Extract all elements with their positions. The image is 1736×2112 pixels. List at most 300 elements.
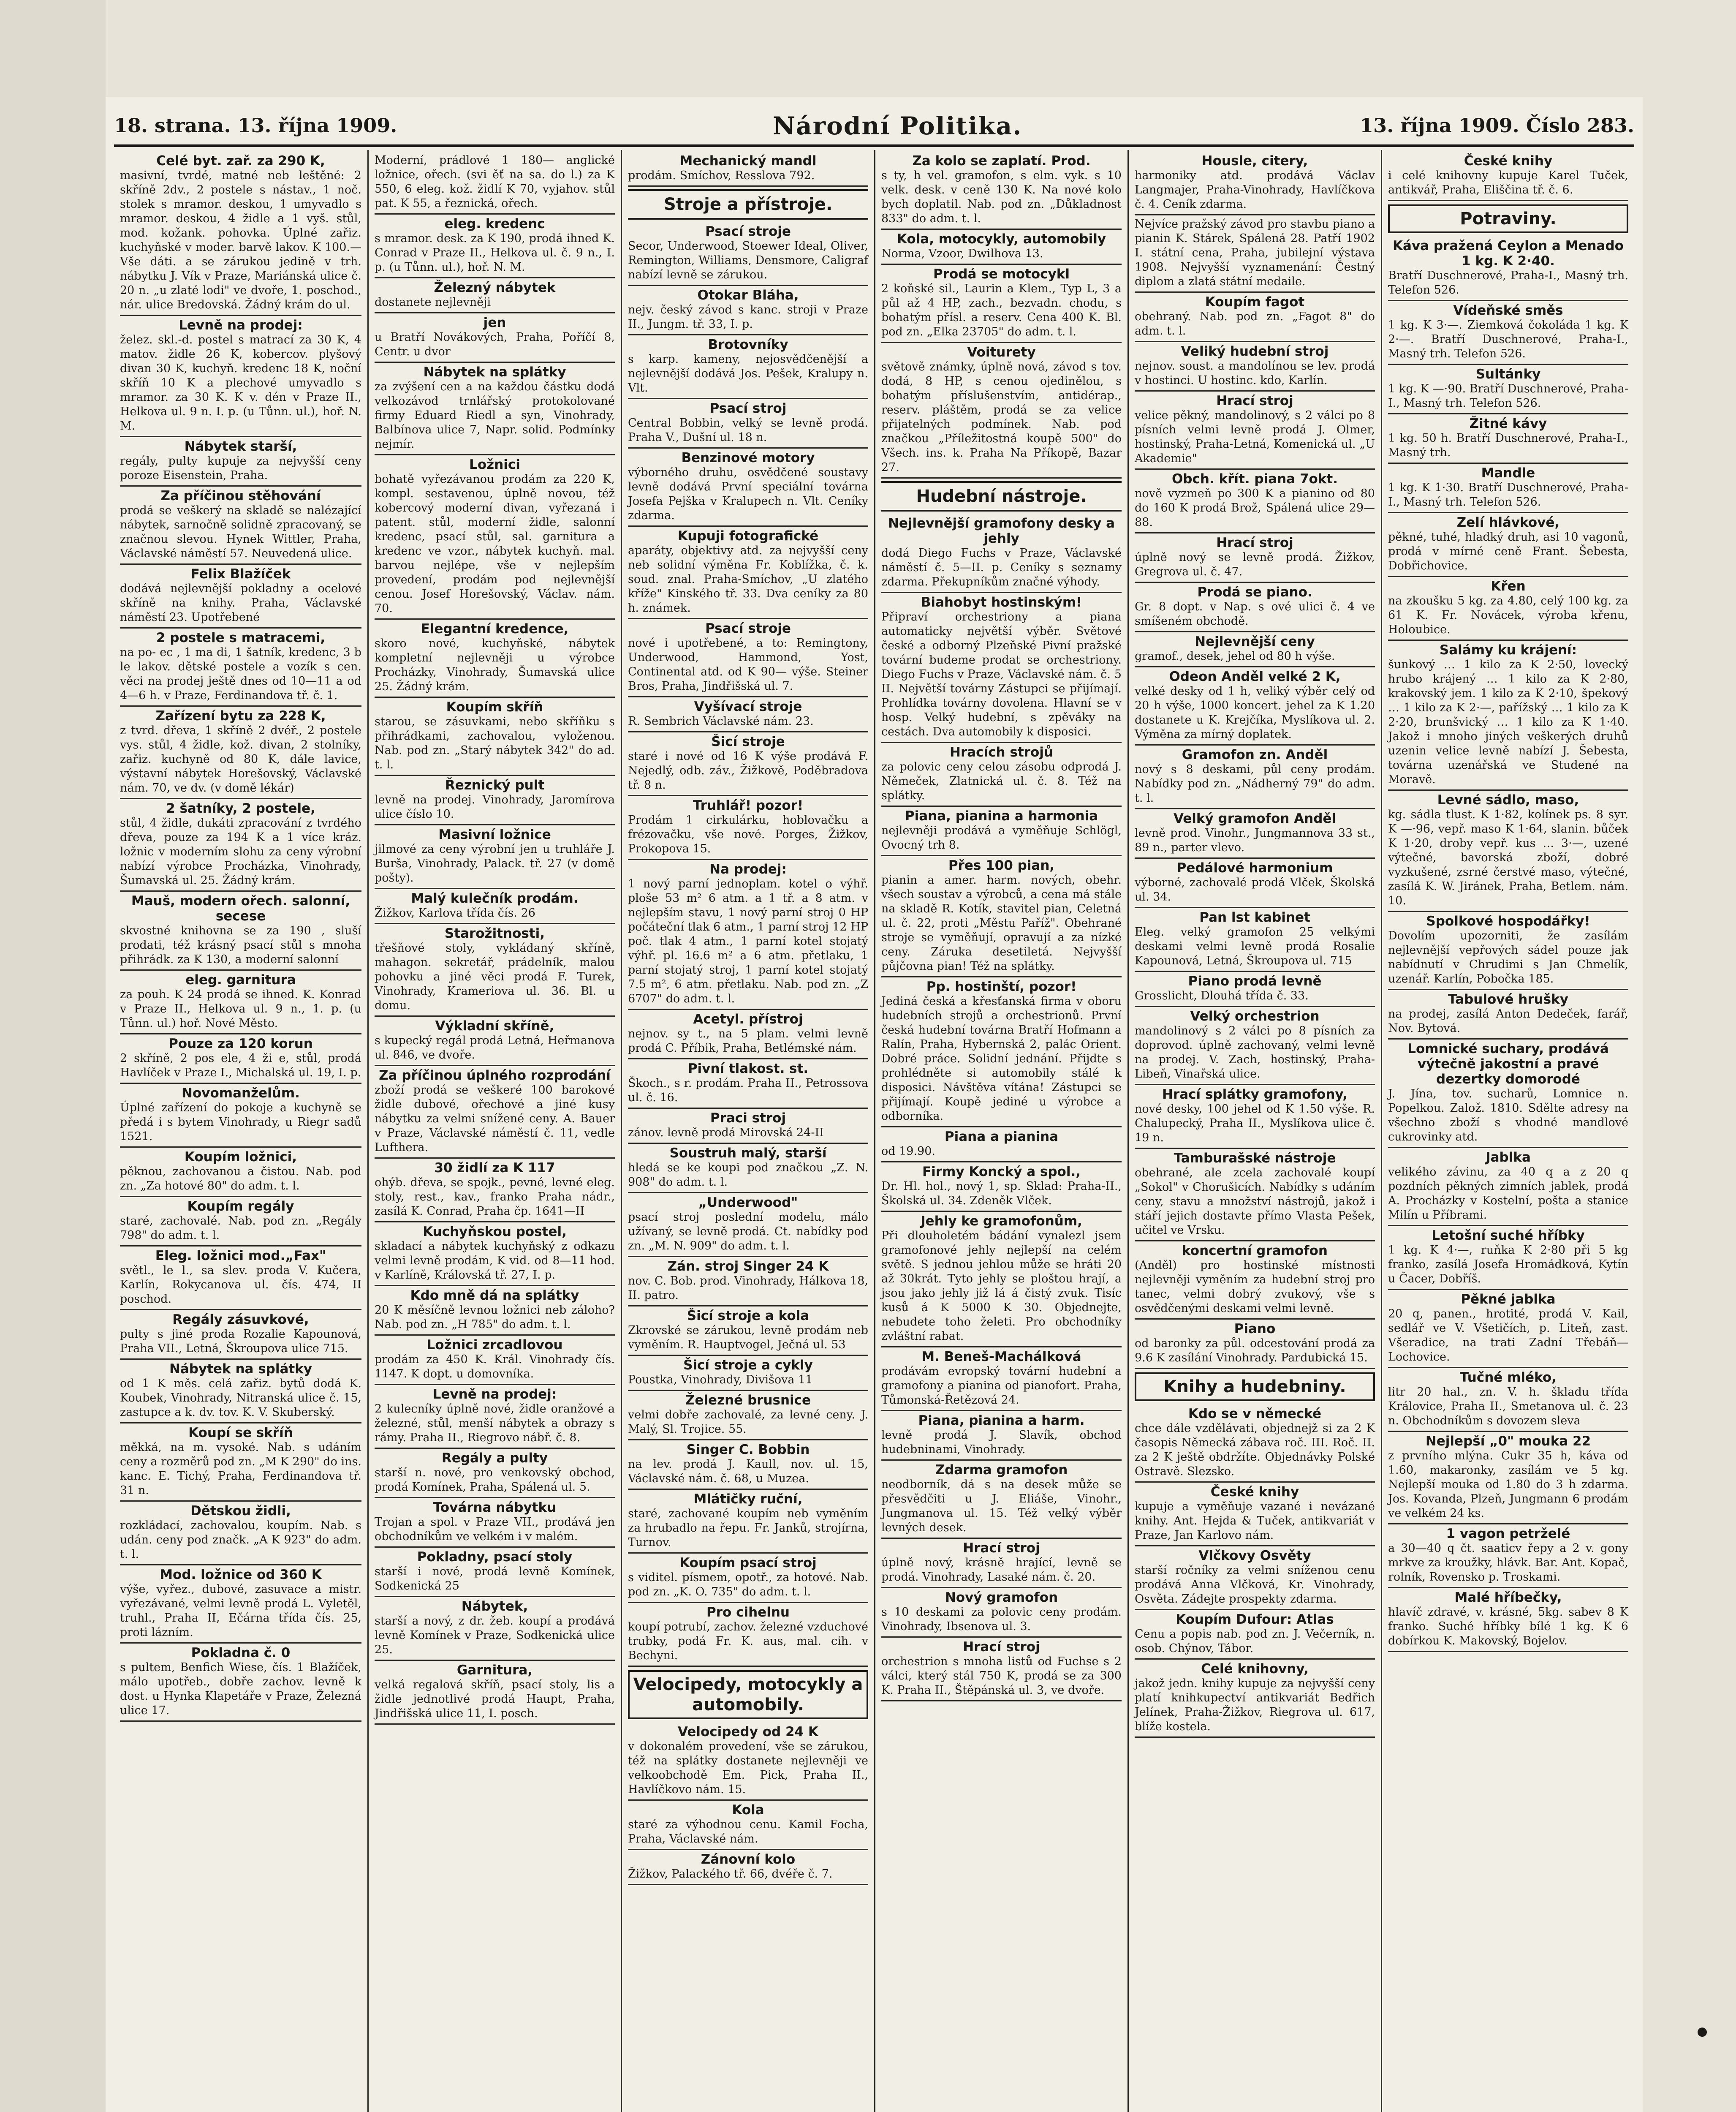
classified-ad [375,1498,615,1548]
ad-text: Eleg. velký gramofon 25 velkými deskami velmi levně prodá Rosalie Kapounová, Letná, Škroupova ul. 715 [1135,925,1375,967]
classified-ad [375,152,615,215]
classified-ad [120,971,361,1034]
ad-headline: Káva pražená Ceylon a Menado 1 kg. K 2·40. [1393,238,1624,269]
ad-text: velmi dobře zachovalé, za levné ceny. J. Malý, Sl. Trojice. 55. [628,1408,868,1436]
ad-headline: Regály zásuvkové, [172,1312,309,1327]
ad-text: 20 K měsíčně levnou ložnici neb záloho? Nab. pod zn. „H 785" do adm. t. l. [375,1304,615,1331]
classified-ad [120,487,361,565]
ad-text: dodá Diego Fuchs v Praze, Václavské náměstí č. 5—II. p. Ceníky s seznamy zdarma. Překupníkům značné výhody. [881,547,1122,588]
classified-ad [1388,1432,1628,1524]
ad-text: bohatě vyřezávanou prodám za 220 K, kompl. sestavenou, úplně novou, též kobercový moderní divan, vyřezaná i patent. stůl, moderní židle, salonní kredenc, psací stůl, sal. garnitura a kredenc ve vzor., nábytek kuchyň. mal. barvou nejlépe, vše v nejlepším provedení, prodám pod nejlevnější cenou. Josef Horešovský, Václav. nám. 70. [375,473,615,615]
ad-text: Připraví orchestriony a piana automaticky největší výběr. Světové české a odborný Plzeňské Pivní pražské tovární budeme prodat se orchestriony. Diego Fuchs v Praze, Václavské nám. č. 5 II. Největší továrny Zástupci se přijímají. Prohlídka továrny dovolena. Hlavní se v hosp. Velký hudební, s zpěváky na cestách. Dva automobily k disposici. [881,610,1122,738]
classified-ad [881,1638,1122,1701]
column-1 [114,150,367,2112]
classified-ad [628,1356,868,1391]
classified-ad [628,619,868,697]
ad-headline: Pokladna č. 0 [191,1645,291,1660]
classified-ad [375,1159,615,1222]
ad-headline: Piana, pianina a harm. [918,1413,1085,1428]
ad-text: třešňové stoly, vykládaný skříně, mahagon. sekretář, prádelník, malou pohovku a jiné věci prodá F. Turek, Vinohrady, Krameriova ul. 36. Bl. u domu. [375,942,615,1012]
section-heading: Potraviny. [1388,204,1628,233]
ad-text: staré i nové od 16 K výše prodává F. Nejedlý, odb. záv., Žižkově, Poděbradova tř. 8 n. [628,750,868,792]
ad-headline: Zán. stroj Singer 24 K [667,1259,829,1274]
ad-headline: Zařízení bytu za 228 K, [155,708,326,724]
ad-text: R. Sembrich Václavské nám. 23. [628,715,814,728]
ad-headline: Nábytek starší, [184,439,297,454]
classified-ad [628,222,868,286]
classified-ad [375,1661,615,1725]
ad-headline: Pro cihelnu [706,1605,790,1620]
ad-headline: Piano prodá levně [1188,974,1322,989]
ad-text: výše, vyřez., dubové, zasuvace a mistr. vyřezávané, velmi levně prodá L. Vyletěl, truhl., Praha II, Ečárna třída čís. 25, proti lázním. [120,1583,361,1639]
ad-text: Trojan a spol. v Praze VII., prodává jen obchodníkům ve velkém i v malém. [375,1516,615,1543]
ad-text: jilmové za ceny výrobní jen u truhláře J. Burša, Vinohrady, Palack. tř. 27 (v domě pošty). [375,843,615,885]
classified-ad [120,1084,361,1148]
classified-ad [1135,152,1375,215]
ad-text: neodborník, dá s na desek může se přesvědčiti u J. Eliáše, Vinohr., Jungmanova ul. 15. Též velký výběr levných desek. [881,1478,1122,1534]
classified-ad [628,1801,868,1850]
ad-text: skvostné knihovna se za 190 , sluší prodati, též krásný psací stůl s mnoha přihrádk. za K 130, a moderní salonní [120,924,361,966]
ad-text: zánov. levně prodá Mirovská 24-II [628,1126,824,1139]
classified-ad [375,620,615,698]
ad-text: nejnov. sy t., na 5 plam. velmi levně prodá C. Příbik, Praha, Betlémské nám. [628,1027,868,1055]
classified-ad [881,1347,1122,1411]
ad-headline: Levně na prodej: [179,318,303,333]
classified-ad [375,1385,615,1449]
classified-ad [881,1127,1122,1162]
ad-headline: Kdo mně dá na splátky [410,1288,579,1303]
classified-ad [1135,1320,1375,1369]
ad-text: Dr. Hl. hol., nový 1, sp. Sklad: Praha-II., Školská ul. 34. Zdeněk Vlček. [881,1180,1122,1207]
classified-ad [1135,746,1375,809]
ad-headline: Pedálové harmonium [1176,860,1333,876]
ad-headline: Firmy Koncký a spol., [922,1164,1081,1179]
ad-text: 2 kulecníky úplně nové, židle oranžové a železné, stůl, menší nábytek a obrazy s rámy. Praha II., Riegrovo nábř. č. 8. [375,1402,615,1444]
ad-text: gramof., desek, jehel od 80 h výše. [1135,650,1335,663]
ad-text: nejv. český závod s kanc. stroji v Praze II., Jungm. tř. 33, I. p. [628,303,868,331]
ad-text: staré za výhodnou cenu. Kamil Focha, Praha, Václavské nám. [628,1818,868,1845]
ad-headline: Velký orchestrion [1190,1009,1320,1024]
ad-headline: Za příčinou úplného rozprodání [379,1068,611,1083]
ad-text: hledá se ke koupi pod značkou „Z. N. 908" do adm. t. l. [628,1161,868,1189]
classified-ad [375,1449,615,1498]
classified-ad [375,1597,615,1661]
ad-text: starší i nové, prodá levně Komínek, Sodkenická 25 [375,1565,615,1592]
ad-text: Bratří Duschnerové, Praha-I., Masný trh. Telefon 526. [1388,269,1628,297]
ad-headline: Elegantní kredence, [421,621,569,637]
ad-headline: Hrací splátky gramofony, [1162,1087,1348,1102]
ad-text: s pultem, Benfich Wiese, čís. 1 Blažíček, málo upotřeb., dobře zachov. levně k dost. u Hynka Klapetáře v Praze, Železná ulice 17. [120,1661,361,1717]
classified-ad [881,1162,1122,1212]
ad-text: masivní, tvrdé, matné neb leštěné: 2 skříně 2dv., 2 postele s nástav., 1 noč. stolek s mramor. deskou, 1 umyvadlo s mramor. deskou, 4 židle a 1 vyš. stůl, mod. kožank. pohovka. Úplné zařiz. kuchyňské v moder. barvě lakov. K 100.— Vše dáti. a se zárukou jedině v trh. nábytku J. Vík v Praze, Mariánská ulice č. 20 n. „u zlaté lodi" ve dvoře, 1. poschod., nár. ulice Bredovská. Žádný krám do ul. [120,169,361,311]
column-3 [621,150,874,2112]
ad-headline: Výkladní skříně, [435,1018,554,1034]
classified-ad [1388,1368,1628,1432]
ad-text: Poustka, Vinohrady, Divišova 11 [628,1373,813,1386]
classified-ad [120,1502,361,1565]
ad-text: pianin a amer. harm. nových, obehr. všech soustav a výrobců, a cena má stále na skladě R. Kotík, stavitel pian, Celetná ul. č. 22, proti „Městu Paříž". Obehrané stroje se vyměňují, opravují a za nízké ceny. Záruka desetiletá. Nejvyšší půjčovna pian! Též na splátky. [881,874,1122,973]
ad-text: starou, se zásuvkami, nebo skříňku s přihrádkami, zachovalou, vyloženou. Nab. pod zn. „Starý nábytek 342" do ad. t. l. [375,715,615,771]
section-heading: Velocipedy, motocykly a automobily. [628,1670,868,1719]
ad-text: u Bratří Novákových, Praha, Poříčí 8, Centr. u dvor [375,331,615,358]
ad-text: Norma, Vzoor, Dwilhova 13. [881,247,1043,260]
ad-text: levně prod. Vinohr., Jungmannova 33 st., 89 n., parter vlevo. [1135,827,1375,854]
page-binding-margin [0,0,106,2112]
column-4 [874,150,1127,2112]
ad-headline: Zelí hlávkové, [1456,515,1560,530]
classified-ad [628,1440,868,1490]
classified-ad [881,807,1122,856]
ad-text: prodá se veškerý na skladě se nalézající nábytek, sarnočně solidně zpracovaný, se značnou slevou. Hynek Wittler, Praha, Václavské náměstí 57. Neuvedená ulice. [120,504,361,560]
classified-ad [1388,1524,1628,1588]
classified-ad [120,316,361,437]
ad-headline: Lomnické suchary, prodává výtečně jakostní a pravé dezertky domorodé [1407,1041,1609,1087]
classified-ad [1135,972,1375,1007]
classified-ad [881,977,1122,1127]
classified-ad [628,1010,868,1059]
ad-headline: jen [483,315,506,330]
ad-text: regály, pulty kupuje za nejvyšší ceny poroze Eisenstein, Praha. [120,455,361,482]
ad-text: J. Jína, tov. sucharů, Lomnice n. Popelkou. Založ. 1810. Sdělte adresy na všechno zboží s vhodné mandlové cukrovinky atd. [1388,1087,1628,1143]
ad-text: Škoch., s r. prodám. Praha II., Petrossova ul. č. 16. [628,1077,868,1104]
ad-text: orchestrion s mnoha listů od Fuchse s 2 válci, který stál 750 K, prodá se za 300 K. Praha II., Štěpánská ul. 3, ve dvoře. [881,1655,1122,1697]
classified-ad [1388,577,1628,641]
classified-ad [1388,641,1628,791]
ad-text: 2 skříně, 2 pos ele, 4 ži e, stůl, prodá Havlíček v Praze I., Michalská ul. 19, I. p. [120,1052,361,1079]
classified-ad [375,1286,615,1336]
ad-text: s ty, h vel. gramofon, s elm. vyk. s 10 velk. desk. v ceně 130 K. Na nové kolo bych doplatil. Nab. pod zn. „Důkladnost 833" do adm. t. l. [881,169,1122,225]
newspaper-page [106,97,1643,2112]
ad-text: Gr. 8 dopt. v Nap. s ové ulici č. 4 ve smíšeném obchodě. [1135,600,1375,628]
ad-text: 1 kg. 50 h. Bratří Duschnerové, Praha-I., Masný trh. [1388,432,1628,459]
ad-headline: Pouze za 120 korun [168,1036,313,1051]
ad-headline: Pp. hostinští, pozor! [926,979,1077,994]
classified-ad [881,230,1122,265]
ad-text: pěkné, tuhé, hladký druh, asi 10 vagonů, prodá v mírné ceně Frant. Šebesta, Dobřichovice. [1388,531,1628,572]
ad-headline: Šicí stroje [711,734,785,749]
classified-ad [1388,912,1628,990]
ad-headline: Nábytek, [461,1599,528,1614]
ad-headline: 2 postele s matracemi, [156,630,326,645]
classified-ad [1135,215,1375,293]
scan-mark [1698,2028,1707,2037]
classified-ad [628,1306,868,1356]
ad-text: měkká, na m. vysoké. Nab. s udáním ceny a rozměrů pod zn. „M K 290" do ins. kanc. E. Tichý, Praha, Ferdinandova tř. 31 n. [120,1441,361,1497]
ad-text: želez. skl.-d. postel s matrací za 30 K, 4 matov. židle 26 K, kobercov. plyšový divan 30 K, kuchyň. kredenc 18 K, noční skříň 10 K a plechové umyvadlo s mramor. za 30 K. K v. dén v Praze II., Helkova ul. 9 n. I. p. (u Tůnn. ul.), hoř. N. M. [120,333,361,433]
ad-text: na zkoušku 5 kg. za 4.80, celý 100 kg. za 61 K. Fr. Novácek, výroba křenu, Holoubice. [1388,594,1628,636]
classified-ad [1388,237,1628,301]
classified-ad [628,697,868,732]
ad-headline: Křen [1491,579,1526,594]
ad-text: starší a nový, z dr. žeb. koupí a prodává levně Komínek v Praze, Sodkenická ulice 25. [375,1614,615,1656]
ad-text: Jediná česká a křesťanská firma v oboru hudebních strojů a orchestrionů. První česká hudební továrna Bratří Hofmann a Ralín, Praha, Hybernská 2, palác Orient. Dobré práce. Solidní jednání. Přijdte s prohlédněte si automobily stálé k disposici. Návštěva vítána! Zástupci se přijímají. Koupě jediné u výrobce a odborníka. [881,995,1122,1123]
ad-headline: Biahobyt hostinským! [921,595,1082,610]
classified-ad [628,1603,868,1667]
classified-ad [1388,1040,1628,1148]
classified-ad [628,1554,868,1603]
ad-text: s karp. kameny, nejosvědčenější a nejlevnější dodává Jos. Pešek, Kralupy n. Vlt. [628,353,868,395]
ad-headline: Felix Blažíček [190,566,291,582]
ad-text: kg. sádla tlust. K 1·82, kolínek ps. 8 syr. K —·96, vepř. maso K 1·64, slanin. bůček K 1·20, droby vepř. kus … 3·—, uzené výtečné, bavorská zboží, dobré vyzkušené, zsrné čerstvé maso, výtečné, zasílá K. W. Jiránek, Praha, Betlem. nám. 10. [1388,808,1628,907]
ad-headline: Levně na prodej: [432,1387,557,1402]
ad-headline: Koupím psací stroj [679,1555,817,1570]
ad-headline: Sultánky [1475,367,1541,382]
ad-text: za zvýšení cen a na každou částku dodá velkozávod trnlářský protokolované firmy Eduard Riedl a syn, Vinohrady, Balbínova ulice 7, Napr. solid. Podmínky nejmír. [375,380,615,451]
section-heading: Stroje a přístroje. [628,189,868,220]
ad-text: nový s 8 deskami, půl ceny prodám. Nabídky pod zn. „Nádherný 79" do adm. t. l. [1135,763,1375,805]
ad-text: Secor, Underwood, Stoewer Ideal, Oliver, Remington, Williams, Densmore, Caligraf nabízí levně se zárukou. [628,240,868,281]
ad-headline: Truhlář! pozor! [693,798,804,813]
classified-ad [1135,1483,1375,1546]
ad-headline: Šicí stroje a kola [687,1308,810,1323]
ad-headline: Kdo se v německé [1188,1406,1322,1421]
ad-headline: Nejlepší „0" mouka 22 [1425,1434,1591,1449]
classified-ad [628,796,868,860]
ad-headline: Hrací stroj [963,1540,1040,1556]
ad-headline: Velký gramofon Anděl [1173,811,1337,826]
ad-text: na po- ec , 1 ma di, 1 šatník, kredenc, 3 b le lakov. dětské postele a vozík s cen. věci na prodej ještě dnes od 10—11 a od 4—6 h. v Praze, Ferdinandova tř. č. 1. [120,646,361,702]
ad-text: výborné, zachovalé prodá Vlček, Školská ul. 34. [1135,876,1375,904]
classified-ad [628,1490,868,1554]
ad-text: s kupecký regál prodá Letná, Heřmanova ul. 846, ve dvoře. [375,1034,615,1061]
ad-text: 2 koňské sil., Laurin a Klem., Typ L, 3 a půl až 4 HP, zach., bezvadn. chodu, s bohatým přísl. a reserv. Cena 400 K. Bl. pod zn. „Elka 23705" do adm. t. l. [881,282,1122,338]
classified-ad [375,1336,615,1385]
classified-ad [1388,1148,1628,1226]
ad-text: obehrané, ale zcela zachovalé koupí „Sokol" v Chorušicích. Nabídky s udáním ceny, stavu a množství nástrojů, jakož i stáří jejich dostavte přímo Vlasta Pešek, učitel ve Vrsku. [1135,1166,1375,1237]
ad-headline: Veliký hudební stroj [1181,344,1329,359]
classified-ad [375,889,615,924]
ad-headline: Mauš, modern ořech. salonní, secese [131,893,350,924]
ad-headline: Továrna nábytku [433,1500,557,1515]
classified-ad [375,1222,615,1286]
ad-text: Při dlouholetém bádání vynalezl jsem gramofonové jehly nejlepší na celém světě. S jednou jehlou může se hráti 20 až 30krát. Tyto jehly se ploštou hrají, a jsou jako jehly již lá á čistý zvuk. Tisíc kusů á K 5000 K 30. Objednejte, nebudete toho želeti. Pro obchodníky zvláštní rabat. [881,1229,1122,1343]
ad-text: prodám. Smíchov, Resslova 792. [628,169,815,182]
ad-text: ohýb. dřeva, se spojk., pevné, levné eleg. stoly, rest., kav., franko Praha nádr., zasílá K. Conrad, Praha čp. 1641—II [375,1176,615,1218]
classified-ad [1135,859,1375,908]
ad-headline: eleg. kredenc [444,216,545,231]
ad-text: od 19.90. [881,1145,935,1158]
ad-text: hlavíč zdravé, v. krásné, 5kg. sabev 8 K franko. Suché hříbky bílé 1 kg. K 6 dobírkou K. Makovský, Bojelov. [1388,1606,1628,1647]
classified-ad [1135,1007,1375,1085]
ad-headline: Nový gramofon [945,1590,1058,1605]
column-5 [1127,150,1381,2112]
ad-headline: Levné sádlo, maso, [1437,792,1579,808]
classified-ad [881,1539,1122,1588]
classified-ad [881,1461,1122,1539]
ad-headline: Za kolo se zaplatí. Prod. [912,153,1091,169]
classified-ad [881,343,1122,479]
ad-text: velice pěkný, mandolinový, s 2 válci po 8 písních velmi levně prodá J. Olmer, hostinský, Praha-Letná, Komenická ul. „U Akademie" [1135,409,1375,465]
ad-text: pěknou, zachovanou a čistou. Nab. pod zn. „Za hotové 80" do adm. t. l. [120,1165,361,1192]
classified-ad [628,335,868,399]
section-heading: Knihy a hudebniny. [1135,1372,1375,1401]
ad-headline: Mandle [1481,465,1535,481]
ad-headline: Tamburašské nástroje [1174,1151,1336,1166]
ad-headline: Letošní suché hříbky [1432,1228,1585,1243]
ad-headline: Pan lst kabinet [1199,910,1310,925]
ad-text: šunkový … 1 kilo za K 2·50, lovecký hrubo krájený … 1 kilo za K 2·80, krakovský jem. 1 kilo za K 2·10, špekový … 1 kilo za K 2·—, pařížský … 1 kilo za K 2·20, brunšvický … 1 kilo za K 1·40. Jakož i mnoho jiných veškerých druhů uzenin velice levně nabízí J. Šebesta, továrna uzenářská ve Studené na Moravě. [1388,658,1628,786]
classified-ad [375,924,615,1017]
ad-headline: Soustruh malý, starší [669,1146,827,1161]
ad-text: a 30—40 q čt. saaticv řepy a 2 v. gony mrkve za kroužky, hlávk. Bar. Ant. Kopač, rolník, Rovensko p. Troskami. [1388,1542,1628,1584]
ad-headline: „Underwood" [698,1195,798,1210]
ad-headline: Masivní ložnice [438,827,551,842]
ad-text: nov. C. Bob. prod. Vinohrady, Hálkova 18, II. patro. [628,1274,868,1302]
ad-headline: Novomanželům. [182,1086,300,1101]
ad-headline: Obch. křít. piana 7okt. [1171,471,1338,487]
ad-text: Zkrovské se zárukou, levně prodám neb vyměním. R. Hauptvogel, Ječná ul. 53 [628,1324,868,1351]
ad-text: chce dále vzdělávati, objednejž si za 2 K časopis Německá zábava roč. III. Roč. II. za 2 K ještě obdržíte. Objednávky Polské Ostravě. Slezsko. [1135,1422,1375,1478]
ad-headline: Jehly ke gramofonům, [921,1214,1082,1229]
ad-text: i celé knihovny kupuje Karel Tuček, antikvář, Praha, Eliščina tř. č. 6. [1388,169,1628,196]
ad-headline: Ložnici zrcadlovou [427,1337,563,1353]
ad-headline: M. Beneš-Machálková [921,1349,1081,1364]
classified-ad [1135,583,1375,632]
classified-ad [628,152,868,187]
ad-headline: Hrací stroj [1216,393,1293,408]
classified-ad [881,265,1122,343]
ad-headline: Regály a pulty [441,1451,548,1466]
ad-headline: Celé byt. zař. za 290 K, [156,153,325,169]
ad-headline: Kola [732,1802,764,1818]
classified-ad [628,399,868,449]
ad-text: obehraný. Nab. pod zn. „Fagot 8" do adm. t. l. [1135,310,1375,337]
ad-text: nové desky, 100 jehel od K 1.50 výše. R. Chalupecký, Praha II., Myslíkova ulice č. 19 n. [1135,1102,1375,1144]
ad-text: (Anděl) pro hostinské místnosti nejlevněji vyměním za hudební stroj pro tanec, velmi dobrý zvukový, vše s osvědčenými deskami velmi levně. [1135,1259,1375,1315]
classified-ad [1135,1404,1375,1483]
classified-ad [1135,1241,1375,1320]
ad-headline: Piano [1234,1321,1276,1336]
ad-text: levně prodá J. Slavík, obchod hudebninami, Vinohrady. [881,1429,1122,1456]
ad-headline: 30 židlí za K 117 [434,1160,555,1176]
classified-columns [114,150,1634,2112]
classified-ad [1135,392,1375,470]
ad-headline: Pokladny, psací stoly [417,1549,573,1565]
ad-text: nejnov. soust. a mandolínou se lev. prodá v hostinci. U hostinc. kdo, Karlín. [1135,359,1375,387]
ad-headline: Hracích strojů [950,745,1053,760]
ad-text: mandolinový s 2 válci po 8 písních za doprovod. úplně zachovaný, velmi levně na prodej. V. Zach, hostinský, Praha-Libeň, Vinařská ulice. [1135,1024,1375,1080]
classified-ad [1388,152,1628,201]
classified-ad [375,825,615,889]
ad-text: aparáty, objektivy atd. za nejvyšší ceny neb solidní výměna Fr. Koblížka, č. k. soud. znal. Praha-Smíchov, „U zlatého kříže" Kinského tř. 33. Dva ceníky za 80 h. známek. [628,544,868,615]
classified-ad [1135,533,1375,583]
ad-headline: 2 šatníky, 2 postele, [166,801,315,816]
classified-ad [881,1411,1122,1461]
ad-text: starší ročníky za velmi sníženou cenu prodává Anna Vlčková, Kr. Vinohrady, Osvěta. Zádejte prospekty zdarma. [1135,1564,1375,1606]
ad-text: na lev. prodá J. Kaull, nov. ul. 15, Václavské nám. č. 68, u Muzea. [628,1458,868,1485]
ad-text: za polovic ceny celou zásobu odprodá J. Němeček, Zlatnická ul. č. 8. Též na splátky. [881,760,1122,802]
newspaper-title: Národní Politika. [773,112,1022,140]
ad-text: Cenu a popis nab. pod zn. J. Večerník, n. osob. Chýnov, Tábor. [1135,1628,1375,1655]
ad-headline: Velocipedy od 24 K [678,1724,818,1739]
ad-headline: Garnitura, [456,1663,533,1678]
ad-headline: Starožitnosti, [444,926,545,941]
ad-headline: České knihy [1464,153,1553,169]
classified-ad [881,743,1122,807]
ad-text: Moderní, prádlové 1 180— anglické ložnice, ořech. (svi ěť na sa. do l.) za K 550, 6 eleg. kož. židlí K 70, vyjahov. stůl pat. K 55, a řeznická, ořech. [375,154,615,210]
column-6 [1381,150,1634,2112]
classified-ad [1135,809,1375,859]
ad-headline: Kuchyňskou postel, [423,1224,567,1239]
ad-text: psací stroj poslední modelu, málo užívaný, se levně prodá. Ct. nabídky pod zn. „M. N. 909" do adm. t. l. [628,1211,868,1252]
ad-headline: Kola, motocykly, automobily [897,231,1106,247]
ad-text: jakož jedn. knihy kupuje za nejvyšší ceny platí knihkupectví antikvariát Bedřich Jelínek, Praha-Žižkov, Riegrova ul. 617, blíže kostela. [1135,1677,1375,1733]
ad-headline: Vlčkovy Osvěty [1198,1548,1311,1563]
ad-headline: Hrací stroj [963,1639,1040,1655]
ad-headline: Piana, pianina a harmonia [905,808,1098,824]
ad-headline: Vyšívací stroje [694,699,802,714]
classified-ad [120,1423,361,1502]
ad-headline: Brotovníky [708,337,788,352]
classified-ad [1135,470,1375,533]
classified-ad [120,565,361,629]
ad-headline: Řeznický pult [445,778,545,793]
classified-ad [628,1193,868,1257]
ad-text: skoro nové, kuchyňské, nábytek kompletní nejlevněji u výrobce Procházky, Vinohrady, Šumavská ulice 25. Žádný krám. [375,637,615,693]
ad-text: harmoniky atd. prodává Václav Langmajer, Praha-Vinohrady, Havlíčkova č. 4. Ceník zdarma. [1135,169,1375,211]
classified-ad [1388,464,1628,513]
ad-headline: Voiturety [967,345,1036,360]
ad-headline: Nejlevnější gramofony desky a jehly [888,516,1115,546]
classified-ad [628,1391,868,1440]
ad-text: Nejvíce pražský závod pro stavbu piano a pianin K. Stárek, Spálená 28. Patří 1902 I. státní cena, Praha, jubilejní výstava 1908. Nejvyšší vyznamenání: Čestný diplom a zlatá státní medaile. [1135,218,1375,288]
ad-headline: Prodá se piano. [1197,585,1312,600]
classified-ad [1135,667,1375,746]
classified-ad [120,1148,361,1197]
masthead-date-right: 13. října 1909. Číslo 283. [1360,114,1634,137]
classified-ad [375,698,615,776]
ad-text: nové i upotřebené, a to: Remingtony, Underwood, Hammond, Yost, Continental atd. od K 90— výše. Steiner Bros, Praha, Jindřišská ul. 7. [628,637,868,693]
ad-headline: Koupím regály [187,1199,294,1214]
classified-ad [628,527,868,619]
classified-ad [120,707,361,799]
ad-text: Grosslicht, Dlouhá třída č. 33. [1135,989,1309,1002]
ad-text: prodám za 450 K. Král. Vinohrady čís. 1147. K dopt. u domovníka. [375,1353,615,1380]
ad-headline: Celé knihovny, [1201,1661,1309,1677]
ad-text: dodává nejlevnější pokladny a ocelové skříně na knihy. Praha, Václavské náměstí 23. Upotřebené [120,582,361,624]
ad-headline: Mechanický mandl [679,153,817,169]
classified-ad [120,892,361,971]
ad-headline: Kupuji fotografické [677,528,819,544]
ad-text: nově vyzmeň po 300 K a pianino od 80 do 160 K prodá Brož, Spálená ulice 29—88. [1135,487,1375,529]
ad-text: prodávám evropský tovární hudební a gramofony a pianina od pianofort. Praha, Tůmonská-Řetězová 24. [881,1365,1122,1407]
ad-headline: Koupím ložnici, [184,1149,297,1165]
ad-headline: Jablka [1486,1150,1531,1165]
ad-headline: Psací stroje [705,621,791,636]
classified-ad [1135,342,1375,392]
classified-ad [881,1588,1122,1638]
ad-text: světl., le l., sa slev. proda V. Kučera, Karlín, Rokycanova ul. čís. 474, II poschod. [120,1264,361,1306]
ad-headline: Mod. ložnice od 360 K [160,1567,322,1582]
ad-text: 1 kg. K —·90. Bratří Duschnerové, Praha-I., Masný trh. Telefon 526. [1388,382,1628,410]
classified-ad [120,1360,361,1423]
classified-ad [628,1059,868,1109]
classified-ad [1388,1290,1628,1368]
classified-ad [881,1212,1122,1347]
classified-ad [1135,1149,1375,1241]
ad-headline: Acetyl. přístroj [693,1012,803,1027]
classified-ad [1388,1588,1628,1652]
classified-ad [375,776,615,825]
ad-text: s mramor. desk. za K 190, prodá ihned K. Conrad v Praze II., Helkova ul. č. 9 n., I. p. (u Tůnn. ul.), hoř. N. M. [375,232,615,274]
ad-text: velké desky od 1 h, veliký výběr celý od 20 h výše, 1000 koncert. jehel za K 1.20 dostanete u K. Krejčíka, Myslíkova ul. 2. Výměna za mírný doplatek. [1135,685,1375,741]
ad-headline: Koupím fagot [1205,294,1305,310]
ad-headline: Mlátičky ruční, [693,1491,803,1507]
classified-ad [120,437,361,487]
classified-ad [628,732,868,796]
ad-text: zboží prodá se veškeré 100 barokové židle dubové, ořechové a jiné kusy nábytku za velmi snížené ceny. A. Bauer v Praze, Václavské náměstí č. 11, vedle Lufthera. [375,1083,615,1154]
column-2 [367,150,621,2112]
